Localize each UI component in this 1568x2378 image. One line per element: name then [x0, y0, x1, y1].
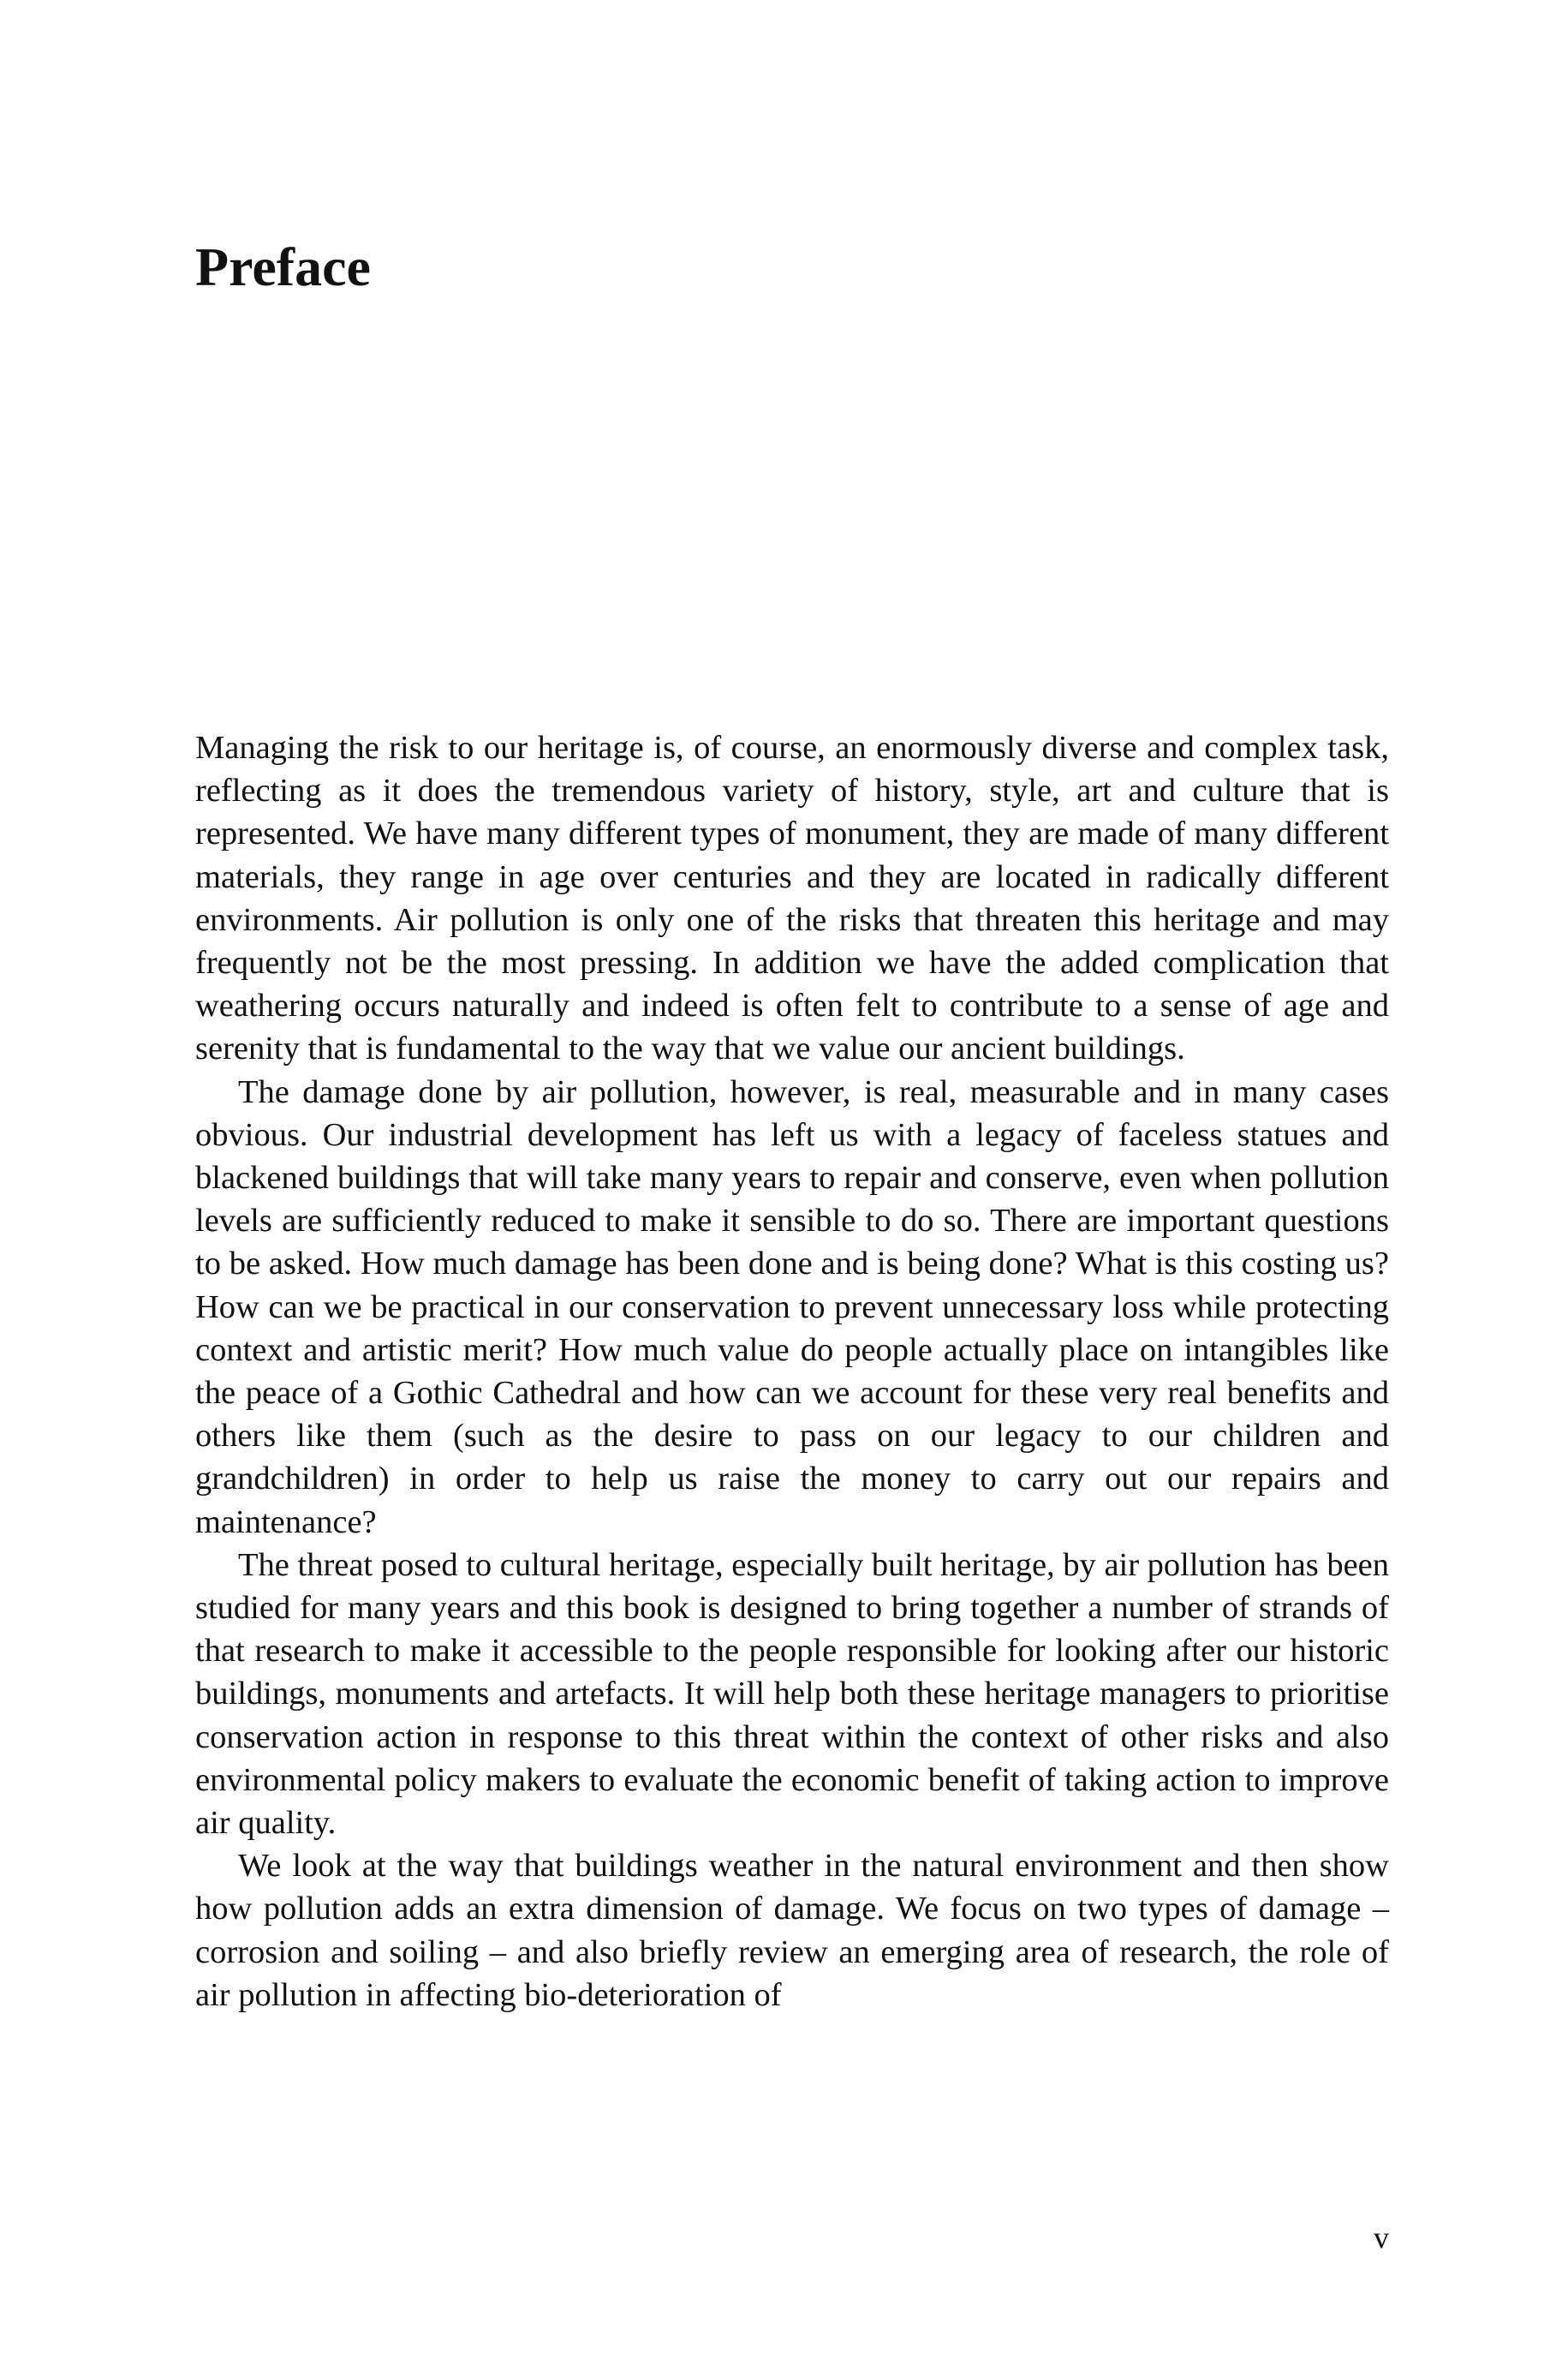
page-title: Preface [195, 236, 371, 297]
page-number: v [1374, 2220, 1389, 2255]
preface-body [195, 726, 1389, 2017]
paragraph-4: We look at the way that buildings weather in the natural environment and then show how pollution adds an extra dimension of damage. We focus on two types of damage – corrosion and soiling – and also briefly review an emerging area of research, the role of air pollution in affecting bio-deterioration of [195, 1848, 1389, 2013]
paragraph-1: Managing the risk to our heritage is, of course, an enormously diverse and complex task, reflecting as it does the tremendous variety of history, style, art and culture that is represented. We have many different types of monument, they are made of many different materials, they range in age over centuries and they are located in radically different environments. Air pollution is only one of the risks that threaten this heritage and may frequently not be the most pressing. In addition we have the added complication that weathering occurs naturally and indeed is often felt to contribute to a sense of age and serenity that is fundamental to the way that we value our ancient buildings. [195, 730, 1389, 1067]
paragraph-3: The threat posed to cultural heritage, especially built heritage, by air pollution has been studied for many years and this book is designed to bring together a number of strands of that research to make it accessible to the people responsible for looking after our historic buildings, monuments and artefacts. It will help both these heritage managers to prioritise conservation action in response to this threat within the context of other risks and also environmental policy makers to evaluate the economic benefit of taking action to improve air quality. [195, 1546, 1389, 1842]
paragraph-2: The damage done by air pollution, however, is real, measurable and in many cases obvious. Our industrial development has left us with a legacy of faceless statues and blackened buildings that will take many years to repair and conserve, even when pollution levels are sufficiently reduced to make it sensible to do so. There are important questions to be asked. How much damage has been done and is being done? What is this costing us? How can we be practical in our conservation to prevent unnecessary loss while protecting context and artistic merit? How much value do people actually place on intangibles like the peace of a Gothic Cathedral and how can we account for these very real benefits and others like them (such as the desire to pass on our legacy to our children and grandchildren) in order to help us raise the money to carry out our repairs and maintenance? [195, 1073, 1389, 1540]
